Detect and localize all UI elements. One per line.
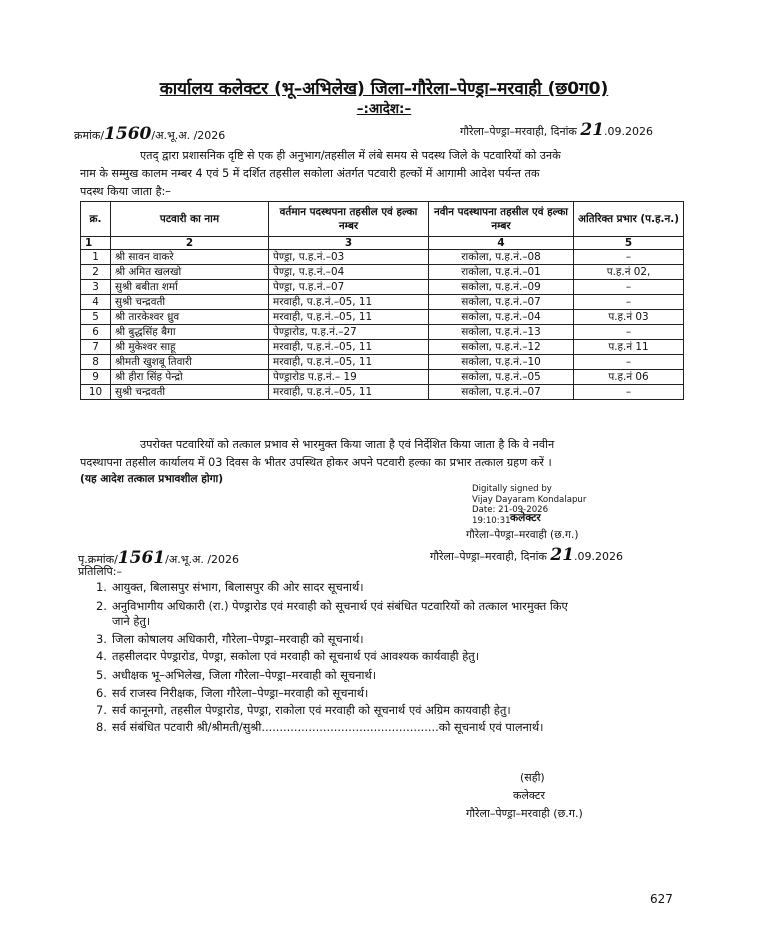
- cell-serial: 6: [81, 325, 111, 340]
- header-name: पटवारी का नाम: [111, 202, 269, 237]
- cell-extra: प.ह.नं 02,: [574, 265, 684, 280]
- table-row: [81, 370, 684, 385]
- closing-office: गौरेला–पेण्ड्रा–मरवाही (छ.ग.): [466, 807, 583, 820]
- cell-current: मरवाही, प.ह.नं.–05, 11: [269, 355, 429, 370]
- cell-current: पेण्ड्रा, प.ह.नं.–07: [269, 280, 429, 295]
- col-number: 4: [429, 237, 574, 250]
- cell-new: सकोला, प.ह.नं.–07: [429, 385, 574, 400]
- table-row: [81, 310, 684, 325]
- cell-extra: प.ह.नं 03: [574, 310, 684, 325]
- directive-line-2: पदस्थापना तहसील कार्यालय में 03 दिवस के भीतर उपस्थित होकर अपने पटवारी हल्का का प्रभार तत्काल ग्रहण करें ।: [80, 456, 552, 469]
- endorse-month-year: .09.2026: [574, 550, 624, 563]
- sig-line-1: Digitally signed by: [472, 484, 552, 494]
- cell-extra: –: [574, 295, 684, 310]
- place-date-label: गौरेला–पेण्ड्रा–मरवाही, दिनांक: [460, 125, 577, 138]
- order-place-date: [460, 120, 653, 140]
- cell-serial: 10: [81, 385, 111, 400]
- header-current-posting: वर्तमान पदस्थपना तहसील एवं हल्का नम्बर: [269, 202, 429, 237]
- copy-item: 7. सर्व कानूनगो, तहसील पेण्ड्रारोड, पेण्ड्रा, राकोला एवं मरवाही को सूचनार्थ एवं अग्रिम कायवाही हेतु।: [96, 703, 511, 717]
- cell-new: राकोला, प.ह.नं.–08: [429, 250, 574, 265]
- cell-new: सकोला, प.ह.नं.–07: [429, 295, 574, 310]
- cell-extra: –: [574, 250, 684, 265]
- cell-serial: 3: [81, 280, 111, 295]
- intro-line-3: पदस्थ किया जाता है:–: [80, 185, 171, 198]
- copy-item: 2. अनुविभागीय अधिकारी (रा.) पेण्ड्रारोड एवं मरवाही को सूचनार्थ एवं संबंधित पटवारियों को तत्काल भारमुक्त किए: [96, 599, 568, 613]
- endorse-ref-prefix: पृ.क्रमांक/: [78, 553, 118, 566]
- table-row: [81, 250, 684, 265]
- cell-name: सुश्री बबीता शर्मा: [111, 280, 269, 295]
- cell-serial: 8: [81, 355, 111, 370]
- cell-serial: 7: [81, 340, 111, 355]
- cell-new: सकोला, प.ह.नं.–10: [429, 355, 574, 370]
- sig-line-3: Date: 21-09-2026: [472, 505, 549, 515]
- copy-item: जाने हेतु।: [112, 614, 151, 628]
- cell-extra: प.ह.नं 11: [574, 340, 684, 355]
- cell-serial: 2: [81, 265, 111, 280]
- closing-signed: (सही): [520, 771, 545, 784]
- copy-item: 4. तहसीलदार पेण्ड्रारोड, पेण्ड्रा, सकोला एवं मरवाही को सूचनार्थ एवं आवश्यक कार्यवाही हेतु।: [96, 649, 480, 663]
- cell-new: सकोला, प.ह.नं.–09: [429, 280, 574, 295]
- patwari-table: [80, 201, 684, 400]
- table-row: [81, 385, 684, 400]
- header-new-posting: नवीन पदस्थापना तहसील एवं हल्का नम्बर: [429, 202, 574, 237]
- intro-line-1: एतद् द्वारा प्रशासनिक दृष्टि से एक ही अनुभाग/तहसील में लंबे समय से पदस्थ जिले के पटवारियों को उनके: [140, 149, 561, 162]
- cell-current: मरवाही, प.ह.नं.–05, 11: [269, 385, 429, 400]
- cell-name: श्रीमती खुशबू तिवारी: [111, 355, 269, 370]
- table-row: [81, 340, 684, 355]
- endorse-day: 21: [550, 545, 575, 565]
- page-number: 627: [650, 892, 673, 906]
- copy-label: प्रतिलिपि:–: [78, 565, 122, 578]
- cell-extra: –: [574, 355, 684, 370]
- cell-new: सकोला, प.ह.नं.–12: [429, 340, 574, 355]
- effective-note: (यह आदेश तत्काल प्रभावशील होगा): [80, 473, 224, 485]
- date-day: 21: [580, 120, 605, 140]
- cell-current: पेण्ड्रारोड प.ह.नं.– 19: [269, 370, 429, 385]
- cell-serial: 1: [81, 250, 111, 265]
- cell-name: श्री मुकेश्वर साहू: [111, 340, 269, 355]
- cell-name: श्री अमित खलखो: [111, 265, 269, 280]
- copy-item: 1. आयुक्त, बिलासपुर संभाग, बिलासपुर की ओर सादर सूचनार्थ।: [96, 580, 364, 594]
- col-number: 1: [81, 237, 111, 250]
- cell-current: पेण्ड्रा, प.ह.नं.–03: [269, 250, 429, 265]
- col-number: 2: [111, 237, 269, 250]
- cell-extra: –: [574, 385, 684, 400]
- directive-line-1: उपरोक्त पटवारियों को तत्काल प्रभाव से भारमुक्त किया जाता है एवं निर्देशित किया जाता है कि वे नवीन: [140, 438, 555, 451]
- table-row: [81, 265, 684, 280]
- cell-serial: 9: [81, 370, 111, 385]
- cell-name: श्री हीरा सिंह पेन्द्रो: [111, 370, 269, 385]
- cell-current: पेण्ड्रारोड, प.ह.नं.–27: [269, 325, 429, 340]
- cell-name: श्री तारकेश्वर ध्रुव: [111, 310, 269, 325]
- table-row: [81, 325, 684, 340]
- cell-serial: 5: [81, 310, 111, 325]
- endorse-place-date-label: गौरेला–पेण्ड्रा–मरवाही, दिनांक: [430, 550, 547, 563]
- sig-line-2: Vijay Dayaram Kondalapur: [472, 494, 587, 505]
- header-additional-charge: अतिरिक्त प्रभार (प.ह.न.): [574, 202, 684, 237]
- cell-current: मरवाही, प.ह.नं.–05, 11: [269, 340, 429, 355]
- cell-new: सकोला, प.ह.नं.–05: [429, 370, 574, 385]
- signatory-office: गौरेला–पेण्ड्रा–मरवाही (छ.ग.): [466, 529, 579, 541]
- cell-extra: प.ह.नं 06: [574, 370, 684, 385]
- office-title: कार्यालय कलेक्टर (भू–अभिलेख) जिला–गौरेला–पेण्ड्रा–मरवाही (छ0ग0): [159, 79, 609, 99]
- table-row: [81, 295, 684, 310]
- sig-line-4: 19:10:31: [472, 515, 511, 526]
- cell-name: श्री सावन वाकरे: [111, 250, 269, 265]
- cell-new: सकोला, प.ह.नं.–13: [429, 325, 574, 340]
- table-header-row: [81, 202, 684, 237]
- cell-name: सुश्री चन्द्रवती: [111, 385, 269, 400]
- table-column-numbers: [81, 237, 684, 250]
- cell-serial: 4: [81, 295, 111, 310]
- cell-name: श्री बुद्धसिंह बैगा: [111, 325, 269, 340]
- col-number: 5: [574, 237, 684, 250]
- closing-designation: कलेक्टर: [513, 789, 545, 802]
- col-number: 3: [269, 237, 429, 250]
- cell-new: राकोला, प.ह.नं.–01: [429, 265, 574, 280]
- cell-current: मरवाही, प.ह.नं.–05, 11: [269, 295, 429, 310]
- header-serial: क्र.: [81, 202, 111, 237]
- copy-item: 3. जिला कोषालय अधिकारी, गौरेला–पेण्ड्रा–मरवाही को सूचनार्थ।: [96, 632, 364, 646]
- copy-item: 6. सर्व राजस्व निरीक्षक, जिला गौरेला–पेण्ड्रा–मरवाही को सूचनार्थ।: [96, 686, 369, 700]
- date-month-year: .09.2026: [604, 125, 654, 138]
- cell-extra: –: [574, 280, 684, 295]
- cell-new: सकोला, प.ह.नं.–04: [429, 310, 574, 325]
- ref-number: 1560: [104, 124, 152, 144]
- cell-current: मरवाही, प.ह.नं.–05, 11: [269, 310, 429, 325]
- cell-extra: –: [574, 325, 684, 340]
- copy-item: 5. अधीक्षक भू–अभिलेख, जिला गौरेला–पेण्ड्रा–मरवाही को सूचनार्थ।: [96, 668, 377, 682]
- signatory-designation: कलेक्टर: [510, 512, 541, 524]
- cell-name: सुश्री चन्द्रवती: [111, 295, 269, 310]
- table-row: [81, 355, 684, 370]
- ref-prefix: क्रमांक/: [74, 129, 105, 142]
- intro-line-2: नाम के सम्मुख कालम नम्बर 4 एवं 5 में दर्शित तहसील सकोला अंतर्गत पटवारी हल्कों में आगामी आदेश पर्यन्त तक: [80, 167, 540, 180]
- cell-current: पेण्ड्रा, प.ह.नं.–04: [269, 265, 429, 280]
- endorsement-place-date: [430, 545, 623, 565]
- endorse-ref-number: 1561: [117, 548, 166, 568]
- endorse-ref-suffix: /अ.भू.अ. /2026: [165, 553, 240, 566]
- order-reference: [74, 124, 225, 144]
- table-row: [81, 280, 684, 295]
- copy-item: 8. सर्व संबंधित पटवारी श्री/श्रीमती/सुश्री.................................................को सूचनार्थ एवं पालनार्थ।: [96, 720, 544, 734]
- ref-suffix: /अ.भू.अ. /2026: [151, 129, 226, 142]
- order-heading: –:आदेश:–: [356, 101, 412, 117]
